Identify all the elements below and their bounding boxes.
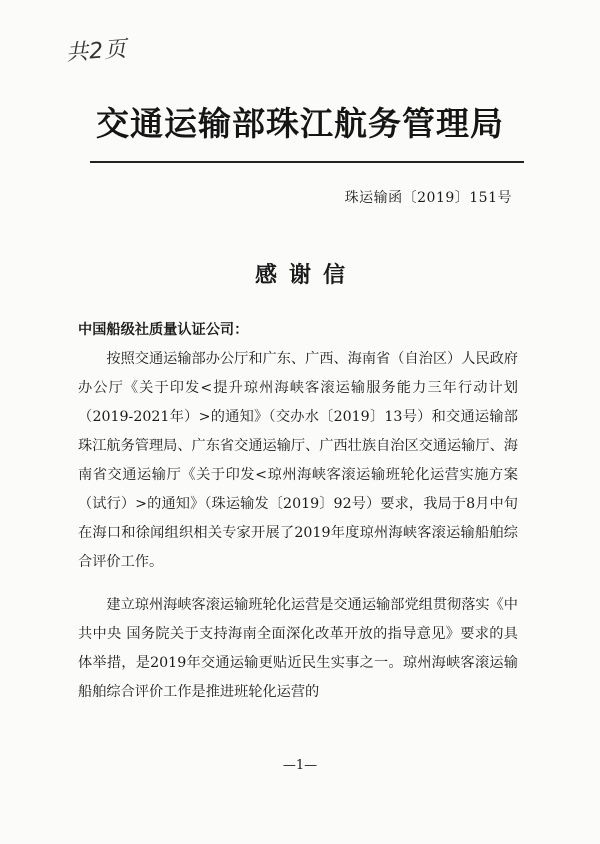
page-number: —1— (282, 758, 318, 773)
handwritten-page-count: 共2页 (65, 36, 128, 67)
header-divider (90, 161, 524, 163)
body-paragraph-1: 按照交通运输部办公厅和广东、广西、海南省（自治区）人民政府办公厅《关于印发<提升琼州海峡客滚运输服务能力三年行动计划（2019-2021年）>的通知》（交办水〔2019〕13号）和交通运输部珠江航务管理局、广东省交通运输厅、广西壮族自治区交通运输厅、海南省交通运输厅《关于印发<琼州海峡客滚运输班轮化运营实施方案（试行）>的通知》（珠运输发〔2019〕92号）要求，我局于8月中旬在海口和徐闻组织相关专家开展了2019年度琼州海峡客滚运输船舶综合评价工作。 (78, 351, 518, 570)
document-number: 珠运输函〔2019〕151号 (344, 190, 512, 206)
letter-title: 感谢信 (254, 262, 357, 288)
body-paragraph-2: 建立琼州海峡客滚运输班轮化运营是交通运输部党组贯彻落实《中共中央 国务院关于支持海南全面深化改革开放的指导意见》要求的具体举措，是2019年交通运输更贴近民生实事之一。琼州海峡客滚运输船舶综合评价工作是推进班轮化运营的 (78, 597, 518, 700)
issuing-organization: 交通运输部珠江航务管理局 (96, 104, 504, 143)
letter-body (78, 316, 518, 721)
salutation: 中国船级社质量认证公司： (78, 322, 249, 338)
